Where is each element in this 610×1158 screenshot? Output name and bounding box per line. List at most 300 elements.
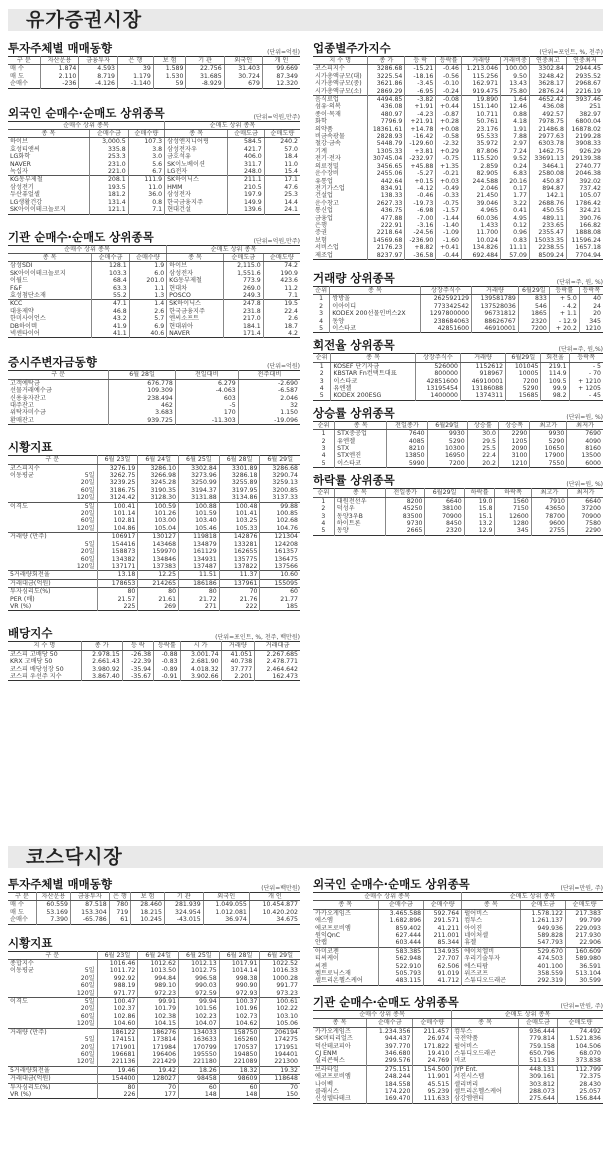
kospi-investor-table [8,56,300,89]
table-cell: 3628.17 [529,80,566,87]
table-cell: 22.906 [565,939,603,947]
table-cell: 120일 [76,524,95,532]
group-header-row [8,245,300,253]
table-cell: 60일 [80,486,95,494]
column-header: 시 가 [180,642,221,650]
column-header: 순매수량 [129,253,166,261]
table-row [8,975,300,982]
kosdaq-inst-section [313,994,603,1104]
column-header: 구 분 [8,456,97,464]
table-cell: 투자심리도(%) [8,1083,67,1091]
table-cell: -18.16 [405,73,436,80]
column-header: 최고가 [530,421,567,429]
table-cell: 249.3 [223,292,263,300]
table-cell: 134931 [179,556,220,563]
table-cell: 삼성SDI [10,262,33,270]
table-row [8,579,300,587]
table-cell: 40 [579,295,603,303]
table-cell: 373.838 [557,1057,603,1065]
table-cell: LG전자 [165,168,228,176]
table-cell: 안랩 [315,939,327,947]
table-cell: 2.046 [238,395,300,402]
table-cell: 동양3우B [334,513,385,520]
table-cell: 151.140 [461,103,500,110]
kosdaq-market-section [8,935,300,1100]
table-cell: -0.88 [154,650,180,658]
table-cell: 7.88 [501,133,530,140]
table-cell: 13.2 [464,520,495,527]
table-cell: 45250 [385,505,425,512]
table-cell: 7.390 [36,916,70,924]
table-cell: 171.822 [413,1043,452,1050]
table-cell: 100.41 [97,502,138,510]
table-cell: KCC [8,300,92,308]
table-cell: 989.10 [138,982,179,989]
table-cell: 423.6 [263,277,300,284]
table-cell: 109.5 [541,378,569,385]
table-cell: 390.76 [566,215,603,222]
table-cell: 153.304 [71,909,110,916]
table-row [8,1044,300,1051]
table-cell: 1.589 [153,65,186,73]
table-cell: 4 [321,519,326,527]
header-row [313,57,603,65]
unit-label: (단위=포인트, %, 천주) [539,49,603,56]
table-cell: 거래량 (만주) [8,1028,67,1036]
table-cell: 3.001.74 [180,650,221,658]
table-cell [8,494,67,502]
table-cell: 3200.85 [260,487,300,494]
table-cell: 셀트리온헬스케어 [315,977,363,985]
table-cell: 4 [319,385,324,393]
table-cell [8,982,67,989]
kospi-title: 유가증권시장 [26,9,143,31]
table-cell [67,579,97,587]
table-cell: 5448.79 [368,140,405,147]
table-cell: 281.939 [164,901,203,909]
table-cell: 하이브 [167,262,224,270]
table-cell: 105.07 [566,192,603,199]
table-cell: 19.46 [97,1066,138,1074]
table-cell: 156.844 [557,1095,603,1103]
table-cell [8,541,67,548]
table-cell: 142.1 [529,192,566,199]
table-cell: 148 [219,1091,260,1099]
table-cell: 83500 [385,513,425,520]
table-cell: 154416 [97,541,138,548]
table-row [8,982,300,989]
column-header: 은 행 [109,893,130,901]
table-cell: 60 [219,1083,260,1091]
table-cell: 100.47 [97,998,138,1006]
table-cell: 483.115 [378,977,423,985]
table-cell: 8237.97 [368,252,405,260]
table-cell: 이스타코 [330,325,421,333]
table-cell: 1.433 [461,222,500,229]
column-header: 외국인 [203,893,249,901]
table-cell: + 1.1 [549,310,579,317]
table-cell: 107.3 [128,138,164,146]
table-cell: 737.42 [566,185,603,192]
table-row [313,163,603,170]
table-cell: 아미코젠 [313,947,378,955]
table-row [8,510,300,517]
table-cell: 47.6 [264,184,300,191]
table-cell: 현대차 [167,285,224,292]
table-cell: + 20.2 [549,325,579,333]
table-cell: 163633 [179,1036,220,1043]
table-cell: 2944.45 [566,65,603,73]
table-cell: 7.24 [501,148,530,155]
table-cell: 2828.93 [368,133,405,140]
table-cell: 2.046 [461,185,500,192]
table-row [8,379,300,387]
table-cell: STX중공업 [335,430,387,438]
table-row [8,323,300,330]
table-row [313,148,603,155]
table-cell: 134382 [97,556,138,563]
table-cell: 쌍방울 [330,295,421,303]
table-cell: 2.6 [129,308,166,315]
kospi-dividend-table [8,641,300,681]
table-cell: 773.9 [223,277,263,284]
column-header: 순매도금 [228,130,264,138]
table-cell: -22.39 [122,658,153,665]
table-cell: 8509.24 [529,252,566,260]
table-cell: 124208 [260,541,300,548]
table-cell: 103.00 [138,517,179,524]
table-cell: 60일 [80,1012,95,1020]
table-cell: 에스엠 [315,917,333,925]
table-row [8,277,300,284]
table-cell: 41.1 [92,330,129,338]
table-cell: 1.4 [129,300,166,308]
table-cell: 브라타일 [313,1065,367,1073]
section-title: 투자주체별 매매동향 [8,877,112,891]
table-cell: 382.97 [566,111,603,118]
table-cell: 100.85 [260,510,300,517]
table-cell: 음식료업 [313,96,368,104]
table-cell: STX [335,445,387,452]
table-row [313,977,603,985]
fall-top-table [313,488,603,535]
table-cell: 99.799 [565,917,603,924]
table-cell: 12600 [495,513,531,520]
table-cell: -35.67 [122,673,153,681]
table-row [313,378,603,385]
table-cell: 244.588 [461,178,500,185]
column-header: 연중최저 [566,57,603,65]
table-cell: 펄어비스 [462,909,520,917]
table-cell: 101.96 [219,1005,260,1012]
table-cell: 현대건설 [165,206,228,214]
table-cell: 33691.13 [529,155,566,162]
volume-top-section [313,270,603,333]
table-cell: 401.100 [520,963,565,970]
group-header-row [313,893,603,901]
kospi-sector-table [313,56,603,260]
table-row [8,487,300,494]
table-cell: 5일 [84,540,95,548]
table-cell: 275.151 [367,1065,413,1073]
column-header: 6월 24일 [138,951,179,959]
table-cell: 에스티팜 [462,963,520,970]
table-cell: 1.1 [129,285,166,292]
column-header: 개 인 [262,57,300,65]
table-cell: 139581789 [472,295,519,303]
header-row [313,286,603,294]
section-title: 배당지수 [8,626,53,641]
column-header: 거래량 [221,642,255,650]
table-cell: 1.012.081 [203,909,249,916]
table-cell: 18.215 [131,909,165,916]
table-cell: 동양 [334,527,385,535]
table-row [313,1065,603,1073]
kospi-investor-section [8,40,300,89]
table-cell: 위탁자미수금 [10,409,46,417]
table-row [313,96,603,104]
table-cell: 3456.65 [368,163,405,170]
table-cell [8,1044,67,1051]
table-cell: +0.41 [436,244,462,251]
section-title: 증시주변자금동향 [8,355,97,370]
table-cell: 114.9 [541,370,569,377]
table-cell: 102.23 [179,1013,220,1020]
table-cell: 11.700 [461,229,500,236]
table-cell: 450.55 [529,207,566,214]
table-cell: -0.10 [436,80,462,87]
table-cell: 18361.61 [368,126,405,133]
table-row [8,916,300,924]
table-row [313,1035,603,1042]
table-cell: 137961 [219,579,260,587]
table-cell: 22.4 [467,452,498,459]
volume-top-table [313,286,603,333]
table-cell: 101.79 [138,1005,179,1012]
group-buy-header: 순매수 상위 종목 [313,1010,452,1018]
table-cell: 2627.33 [368,200,405,207]
table-cell: -0.87 [436,111,462,118]
table-cell: 1280 [495,520,531,527]
table-cell: -1.57 [436,207,462,214]
table-cell: -5.27 [405,170,436,177]
column-header: 구 분 [8,371,109,379]
table-cell: 0.41 [501,207,530,214]
table-cell: 켐트로닉스재 [315,970,351,978]
table-cell: 53.169 [36,909,70,916]
table-cell: 142876 [219,533,260,541]
table-cell: 전기·전자 [315,155,341,163]
table-cell: 섬유·의복 [315,103,341,111]
table-cell: 3190.35 [138,487,179,494]
table-row [313,126,603,133]
kospi-inst-table [8,245,300,339]
table-cell: 3259.13 [260,479,300,486]
table-cell: 이동평균 [10,472,34,480]
table-cell: 3302.84 [529,65,566,73]
table-cell: 3245.28 [138,479,179,486]
table-cell: 492.57 [529,111,566,118]
table-cell: 2876.24 [529,88,566,96]
table-cell: 128.1 [92,262,129,270]
table-cell: 시가총액규모(중) [315,80,362,88]
table-cell: -0.91 [154,673,180,681]
column-header: 최고가 [531,489,567,497]
column-header: 기 관 [186,57,224,65]
column-header: 상승폭 [499,421,530,429]
table-cell: 1011.72 [97,967,138,974]
table-cell: 101.59 [179,510,220,517]
kospi-left-column [8,40,300,681]
table-cell: 2.478.771 [255,658,300,665]
table-cell: 154.500 [413,1065,452,1073]
table-cell: 16878.02 [566,126,603,133]
table-cell: 102.68 [260,517,300,524]
table-cell: 926.29 [566,148,603,155]
table-cell: 105.33 [219,525,260,533]
table-cell: 3 [321,512,326,520]
table-cell: 4.18 [501,118,530,125]
table-cell: 275.644 [519,1095,558,1103]
table-cell: 60 [260,588,300,596]
table-row [8,990,300,998]
table-cell: 184.558 [367,1081,413,1088]
table-cell [8,990,67,998]
group-sell-header: 순매도 상위 종목 [452,1010,603,1018]
table-cell: 115.520 [461,155,500,162]
table-cell: 95.239 [413,1088,452,1095]
table-cell: SK아이이테크놀로지 [10,269,66,277]
column-header: 순매도량 [263,253,300,261]
table-cell: 206194 [260,1028,300,1036]
table-cell: -19.096 [238,417,300,425]
table-cell: 190.9 [263,270,300,277]
header-row [8,893,300,901]
section-title: 하락률 상위종목 [313,473,395,488]
table-cell: - 5 [569,362,603,370]
table-cell [8,1020,67,1028]
table-cell: 43650 [531,505,567,512]
table-cell: 11.11 [501,244,530,251]
table-cell: 30.724 [224,73,262,80]
table-cell: 5 [319,325,324,332]
table-row [313,460,603,468]
column-header: 종 목 [335,421,387,429]
table-cell: 87.349 [262,73,300,80]
table-cell: 170 [175,409,238,416]
table-cell: 392.02 [566,178,603,185]
table-cell: 9.52 [501,155,530,162]
table-cell: 248.0 [228,168,264,176]
column-header: 은 행 [117,57,153,65]
table-cell [67,1066,97,1074]
table-cell: 삼성전자우 [165,146,228,153]
table-row [313,430,603,438]
column-header: 순매도금 [519,1019,558,1027]
table-cell: 21.72 [179,596,220,603]
table-cell: 2.110 [40,73,79,80]
table-cell: 80 [97,1083,138,1091]
table-cell: - 12.9 [549,318,579,325]
table-cell: 서진시스템 [452,1073,519,1080]
table-row [8,650,300,658]
table-cell: 10.711 [461,111,500,118]
table-cell: -3.16 [405,222,436,229]
table-cell: 68.4 [92,277,129,284]
table-cell: +1.35 [436,163,462,170]
table-cell: 9930 [530,430,567,438]
table-cell: 원익QnC [315,932,341,940]
table-cell: 36.974 [203,916,249,924]
table-row [8,960,300,968]
table-row [313,310,603,317]
table-cell: 972.93 [219,990,260,998]
table-cell: 1.530 [153,73,186,80]
header-row [8,456,300,464]
table-cell: 1.234.356 [367,1027,413,1035]
table-cell: 1.179 [117,73,153,80]
table-cell: -2.690 [238,379,300,387]
table-cell: 101045 [506,362,541,370]
table-cell: 1 [319,295,324,303]
table-cell: 135775 [219,556,260,563]
table-cell: 18.4 [264,153,300,160]
table-row [8,1013,300,1020]
table-cell: 이스타코 [335,460,387,468]
kospi-funds-table [8,370,300,425]
table-cell: -129.60 [405,140,436,147]
table-cell: 2740.77 [566,163,603,170]
table-cell: 990.90 [219,982,260,989]
table-cell: 3186.75 [97,487,138,494]
header-row [8,253,300,261]
table-cell: 102.22 [260,1005,300,1012]
table-row [313,80,603,87]
table-cell: 0.88 [501,111,530,118]
unit-label: (단위=포인트, %, 천주, 백만원) [215,634,300,642]
table-cell: 134.935 [424,947,462,955]
table-cell: 2977.63 [529,133,566,140]
table-cell: -15.21 [405,65,436,73]
table-row [8,525,300,533]
table-cell: 309.161 [519,1073,558,1080]
table-cell: 477.88 [368,215,405,222]
table-cell [8,525,67,533]
kosdaq-foreign-section [313,876,603,986]
table-cell: -0.44 [436,252,462,260]
table-cell: 128027 [138,1075,179,1083]
column-header: 순매수금 [378,901,423,909]
table-cell: 99.9 [541,385,569,392]
table-cell: 19.890 [461,96,500,104]
kospi-market-section [8,439,300,611]
table-cell: 금호석유 [165,153,228,160]
table-cell: 21.450 [461,192,500,199]
column-header: 6월 29일 [260,456,300,464]
table-cell: 18.7 [263,323,300,330]
table-cell: 589.980 [565,955,603,962]
table-cell: 6303.78 [529,140,566,147]
table-cell: 신성델타테크 [315,1095,351,1103]
table-row [8,666,300,673]
table-cell: 5 [321,527,326,535]
table-cell: 345 [579,318,603,325]
table-cell: 74.492 [557,1027,603,1035]
table-cell: KRX 고배당 50 [10,658,53,666]
table-cell: 562.948 [378,955,423,962]
table-cell: 36.0 [128,191,164,198]
table-cell: 195550 [179,1051,220,1058]
